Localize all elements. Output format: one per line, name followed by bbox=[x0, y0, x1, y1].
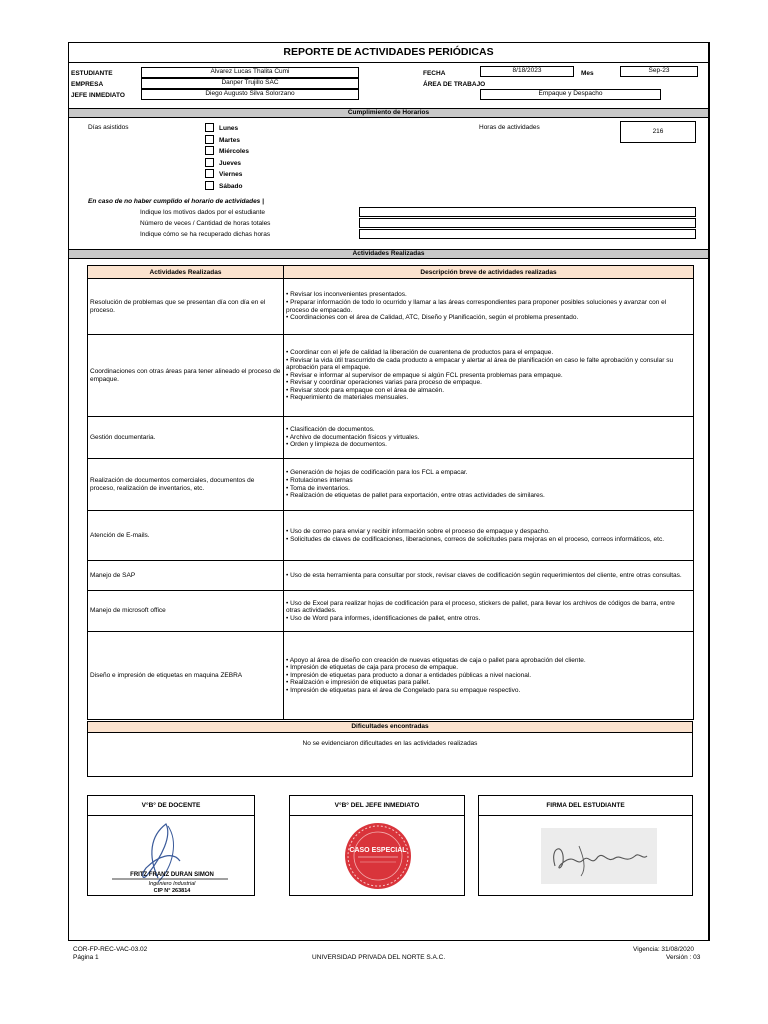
estudiante-field[interactable]: Alvarez Lucas Thalita Cumi bbox=[141, 67, 359, 78]
table-row bbox=[88, 632, 694, 720]
jefe-field[interactable]: Diego Augusto Silva Solorzano bbox=[141, 89, 359, 100]
numero-veces-label: Número de veces / Cantidad de horas totales bbox=[140, 220, 271, 227]
description-cell bbox=[284, 459, 694, 511]
horas-field[interactable]: 216 bbox=[620, 121, 696, 143]
day-checkbox[interactable] bbox=[205, 158, 214, 167]
numero-veces-input[interactable] bbox=[359, 218, 696, 228]
area-label: ÁREA DE TRABAJO bbox=[423, 81, 486, 88]
table-row bbox=[88, 459, 694, 511]
day-checkbox[interactable] bbox=[205, 123, 214, 132]
activities-col-header: Actividades Realizadas bbox=[88, 266, 284, 279]
motivos-input[interactable] bbox=[359, 207, 696, 217]
description-col-header: Descripción breve de actividades realizadas bbox=[284, 266, 694, 279]
area-field[interactable]: Empaque y Despacho bbox=[480, 89, 661, 100]
description-line: • Revisar e informar al supervisor de empaque si algún FCL presenta problemas para empaque. bbox=[286, 371, 563, 379]
day-checkbox[interactable] bbox=[205, 181, 214, 190]
horarios-band: Cumplimiento de Horarios bbox=[69, 108, 708, 118]
description-line: • Realización e impresión de etiquetas para pallet. bbox=[286, 679, 431, 687]
fecha-label: FECHA bbox=[423, 70, 446, 77]
day-label: Miércoles bbox=[219, 148, 249, 155]
report-form bbox=[68, 42, 710, 941]
report-title: REPORTE DE ACTIVIDADES PERIÓDICAS bbox=[69, 43, 708, 63]
jefe-vb-label: V°B° DEL JEFE INMEDIATO bbox=[290, 796, 464, 816]
table-row bbox=[88, 335, 694, 417]
description-cell bbox=[284, 511, 694, 561]
table-row bbox=[88, 591, 694, 632]
recuperado-input[interactable] bbox=[359, 229, 696, 239]
empresa-label: EMPRESA bbox=[71, 81, 104, 88]
description-line: • Solicitudes de claves de codificaciones, liberaciones, correos de solicitudes para mejoras en el proceso, correos informáticos, etc. bbox=[286, 535, 665, 543]
footer-vigencia: Vigencia: 31/08/2020 bbox=[633, 946, 694, 953]
jefe-label: JEFE INMEDIATO bbox=[71, 92, 125, 99]
seal-text: CASO ESPECIAL bbox=[349, 847, 407, 854]
description-line: • Coordinar con el jefe de calidad la liberación de cuarentena de productos para el empaque. bbox=[286, 348, 554, 356]
activity-cell: Diseño e impresión de etiquetas en maquina ZEBRA bbox=[88, 632, 284, 720]
description-line: • Preparar información de todo lo ocurrido y llamar a las áreas correspondientes para proponer posibles soluciones y avanzar con el proceso de empacado. bbox=[286, 298, 667, 314]
footer-code: COR-FP-REC-VAC-03.02 bbox=[73, 946, 148, 953]
mes-field[interactable]: Sep-23 bbox=[620, 66, 698, 77]
description-line: • Uso de Word para informes, identificaciones de pallet, entre otros. bbox=[286, 614, 481, 622]
activity-cell: Atención de E-mails. bbox=[88, 511, 284, 561]
description-cell bbox=[284, 279, 694, 335]
table-row bbox=[88, 417, 694, 459]
day-label: Sábado bbox=[219, 182, 243, 190]
docente-signature-box bbox=[87, 795, 255, 896]
description-line: • Impresión de etiquetas para el área de Congelado para su empaque respectivo. bbox=[286, 686, 521, 694]
day-checkbox[interactable] bbox=[205, 135, 214, 144]
footer-page: Página 1 bbox=[73, 954, 99, 961]
horas-label: Horas de actividades bbox=[479, 124, 540, 131]
description-line: • Rotulaciones internas bbox=[286, 476, 353, 484]
docente-stamp-cip: CIP N° 263814 bbox=[153, 888, 191, 894]
footer-version: Versión : 03 bbox=[666, 954, 701, 961]
recuperado-label: Indique cómo se ha recuperado dichas horas bbox=[140, 231, 271, 238]
description-line: • Archivo de documentación físicos y virtuales. bbox=[286, 433, 420, 441]
empresa-field[interactable]: Danper Trujillo SAC bbox=[141, 78, 359, 89]
day-label: Jueves bbox=[219, 159, 242, 167]
table-row bbox=[88, 279, 694, 335]
mes-label: Mes bbox=[581, 70, 594, 77]
description-line: • Uso de esta herramienta para consultar por stock, revisar claves de codificación según requerimientos del cliente, entre otras consultas. bbox=[286, 571, 682, 579]
description-line: • Revisar y coordinar operaciones varias para proceso de empaque. bbox=[286, 379, 482, 387]
official-seal-icon bbox=[290, 816, 466, 896]
description-line: • Uso de correo para enviar y recibir información sobre el proceso de empaque y despacho. bbox=[286, 527, 550, 535]
description-line: • Coordinaciones con el área de Calidad, ATC, Diseño y Planificación, según el problema presentado. bbox=[286, 314, 579, 322]
day-label: Martes bbox=[219, 136, 240, 144]
day-checkbox[interactable] bbox=[205, 146, 214, 155]
description-cell bbox=[284, 561, 694, 591]
description-cell bbox=[284, 632, 694, 720]
description-cell bbox=[284, 335, 694, 417]
description-line: • Realización de etiquetas de pallet para exportación, entre otras actividades de similares. bbox=[286, 492, 545, 500]
docente-stamp-title: Ingeniero Industrial bbox=[148, 881, 196, 887]
description-cell bbox=[284, 591, 694, 632]
dificultades-text: No se evidenciaron dificultades en las actividades realizadas bbox=[87, 732, 693, 777]
description-line: • Impresión de etiquetas para producto a donar a entidades públicas a nivel nacional. bbox=[286, 671, 532, 679]
activity-cell: Realización de documentos comerciales, documentos de proceso, realización de inventarios, etc. bbox=[88, 459, 284, 511]
description-line: • Uso de Excel para realizar hojas de codificación para el proceso, stickers de pallet, para llevar los archivos de códigos de barra, entre otras actividades. bbox=[286, 599, 675, 615]
description-line: • Generación de hojas de codificación para los FCL a empacar. bbox=[286, 469, 468, 477]
day-label: Lunes bbox=[219, 125, 239, 132]
description-line: • Impresión de etiquetas de caja para proceso de empaque. bbox=[286, 664, 459, 672]
description-line: • Apoyo al área de diseño con creación de nuevas etiquetas de caja o pallet para aprobación del cliente. bbox=[286, 656, 586, 664]
activity-cell: Gestión documentaria. bbox=[88, 417, 284, 459]
description-line: • Revisar stock para empaque con el área de almacén. bbox=[286, 386, 444, 394]
motivos-label: Indique los motivos dados por el estudiante bbox=[140, 209, 266, 216]
fecha-field[interactable]: 8/18/2023 bbox=[480, 66, 574, 77]
dias-label: Días asistidos bbox=[88, 124, 129, 131]
activity-cell: Manejo de microsoft office bbox=[88, 591, 284, 632]
docente-stamp-name: FRITZ FRANZ DURAN SIMON bbox=[130, 872, 214, 878]
actividades-band: Actividades Realizadas bbox=[69, 249, 708, 259]
activities-table bbox=[87, 265, 694, 720]
jefe-signature-box bbox=[289, 795, 465, 896]
description-line: • Requerimiento de materiales mensuales. bbox=[286, 394, 409, 402]
activity-cell: Resolución de problemas que se presentan día con día en el proceso. bbox=[88, 279, 284, 335]
table-row bbox=[88, 511, 694, 561]
description-line: • Revisar la vida útil trascurrido de cada producto a empacar y alertar al área de planificación en caso le falte aprobación y consular su aprobación para el empaque. bbox=[286, 356, 674, 372]
estudiante-label: ESTUDIANTE bbox=[71, 70, 113, 77]
day-label: Viernes bbox=[219, 171, 243, 178]
estudiante-firma-label: FIRMA DEL ESTUDIANTE bbox=[479, 796, 692, 816]
table-row bbox=[88, 561, 694, 591]
activity-cell: Manejo de SAP bbox=[88, 561, 284, 591]
docente-label: V°B° DE DOCENTE bbox=[88, 796, 254, 816]
description-line: • Clasificación de documentos. bbox=[286, 426, 375, 434]
incumplimiento-label: En caso de no haber cumplido el horario de actividades | bbox=[88, 198, 264, 205]
day-checkbox[interactable] bbox=[205, 169, 214, 178]
description-line: • Orden y limpieza de documentos. bbox=[286, 441, 387, 449]
description-line: • Revisar los inconvenientes presentados. bbox=[286, 291, 407, 299]
student-signature-image bbox=[479, 816, 694, 896]
docente-signature-image bbox=[88, 816, 256, 896]
footer-university: UNIVERSIDAD PRIVADA DEL NORTE S.A.C. bbox=[312, 954, 446, 961]
activity-cell: Coordinaciones con otras áreas para tener alineado el proceso de empaque. bbox=[88, 335, 284, 417]
estudiante-signature-box bbox=[478, 795, 693, 896]
description-line: • Toma de inventarios. bbox=[286, 484, 350, 492]
description-cell bbox=[284, 417, 694, 459]
dificultades-header: Dificultades encontradas bbox=[87, 721, 693, 733]
